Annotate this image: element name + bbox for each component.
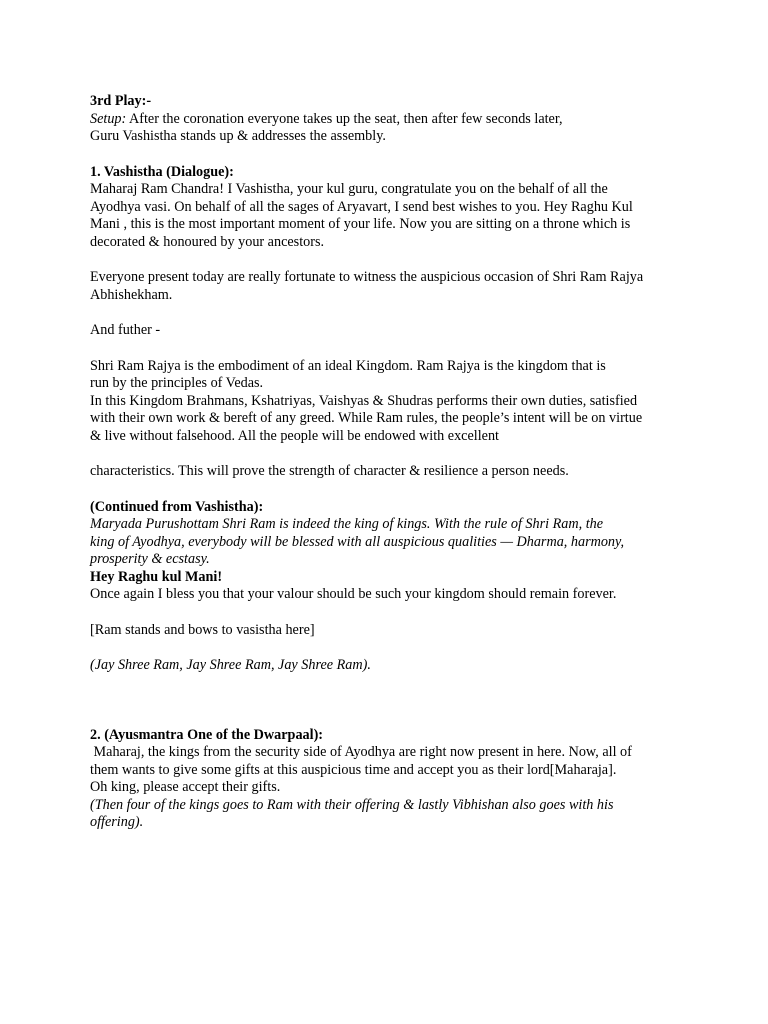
- section1-para1-line: decorated & honoured by your ancestors.: [90, 233, 325, 250]
- chant-line: (Jay Shree Ram, Jay Shree Ram, Jay Shree Ram).: [90, 657, 371, 673]
- document-page: [90, 93, 690, 832]
- section1-para2-line: Abhishekham.: [90, 286, 173, 303]
- section2-line: Oh king, please accept their gifts.: [90, 779, 281, 795]
- section1-para4-line: In this Kingdom Brahmans, Kshatriyas, Vaishyas & Shudras performs their own duties, satisfied: [90, 392, 638, 409]
- section2-line: Maharaj, the kings from the security side of Ayodhya are right now present in here. Now, all of: [90, 744, 632, 760]
- continued-bold-line: Hey Raghu kul Mani!: [90, 568, 223, 585]
- play-title: 3rd Play:-: [90, 93, 152, 109]
- section1-heading: 1. Vashistha (Dialogue):: [90, 163, 234, 180]
- section1-para4-line: & live without falsehood. All the people will be endowed with excellent: [90, 427, 499, 444]
- section1-para2-line: Everyone present today are really fortunate to witness the auspicious occasion of Shri Ram Rajya: [90, 269, 644, 285]
- section1-para5: characteristics. This will prove the strength of character & resilience a person needs.: [90, 463, 569, 479]
- continued-italic-line: prosperity & ecstasy.: [90, 551, 210, 567]
- setup-text-1: After the coronation everyone takes up the seat, then after few seconds later,: [126, 110, 563, 127]
- setup-line-1: [90, 111, 690, 129]
- section2-heading: 2. (Ayusmantra One of the Dwarpaal):: [90, 726, 324, 743]
- continued-italic-line: king of Ayodhya, everybody will be blessed with all auspicious qualities — Dharma, harmony,: [90, 533, 625, 550]
- continued-heading: (Continued from Vashistha):: [90, 498, 264, 515]
- stage-direction: [Ram stands and bows to vasistha here]: [90, 621, 315, 638]
- section1-para1-line: Ayodhya vasi. On behalf of all the sages of Aryavart, I send best wishes to you. Hey Raghu Kul: [90, 198, 633, 215]
- section1-para3: And futher -: [90, 322, 161, 338]
- setup-line-2: Guru Vashistha stands up & addresses the assembly.: [90, 128, 386, 144]
- section1-para4-line: Shri Ram Rajya is the embodiment of an ideal Kingdom. Ram Rajya is the kingdom that is: [90, 357, 606, 374]
- section2-italic-line: (Then four of the kings goes to Ram with their offering & lastly Vibhishan also goes with his: [90, 796, 614, 813]
- section1-para1-line: Mani , this is the most important moment of your life. Now you are sitting on a throne which is: [90, 216, 631, 232]
- section2-line: them wants to give some gifts at this auspicious time and accept you as their lord[Maharaja].: [90, 761, 617, 778]
- section2-italic-line: offering).: [90, 814, 144, 830]
- setup-label: Setup:: [90, 110, 127, 127]
- continued-line: Once again I bless you that your valour should be such your kingdom should remain forever.: [90, 586, 617, 602]
- section1-para1-line: Maharaj Ram Chandra! I Vashistha, your kul guru, congratulate you on the behalf of all the: [90, 181, 608, 197]
- continued-italic-line: Maryada Purushottam Shri Ram is indeed the king of kings. With the rule of Shri Ram, the: [90, 516, 604, 532]
- section1-para4-line: run by the principles of Vedas.: [90, 375, 264, 391]
- section1-para4-line: with their own work & bereft of any greed. While Ram rules, the people’s intent will be on virtue: [90, 410, 643, 426]
